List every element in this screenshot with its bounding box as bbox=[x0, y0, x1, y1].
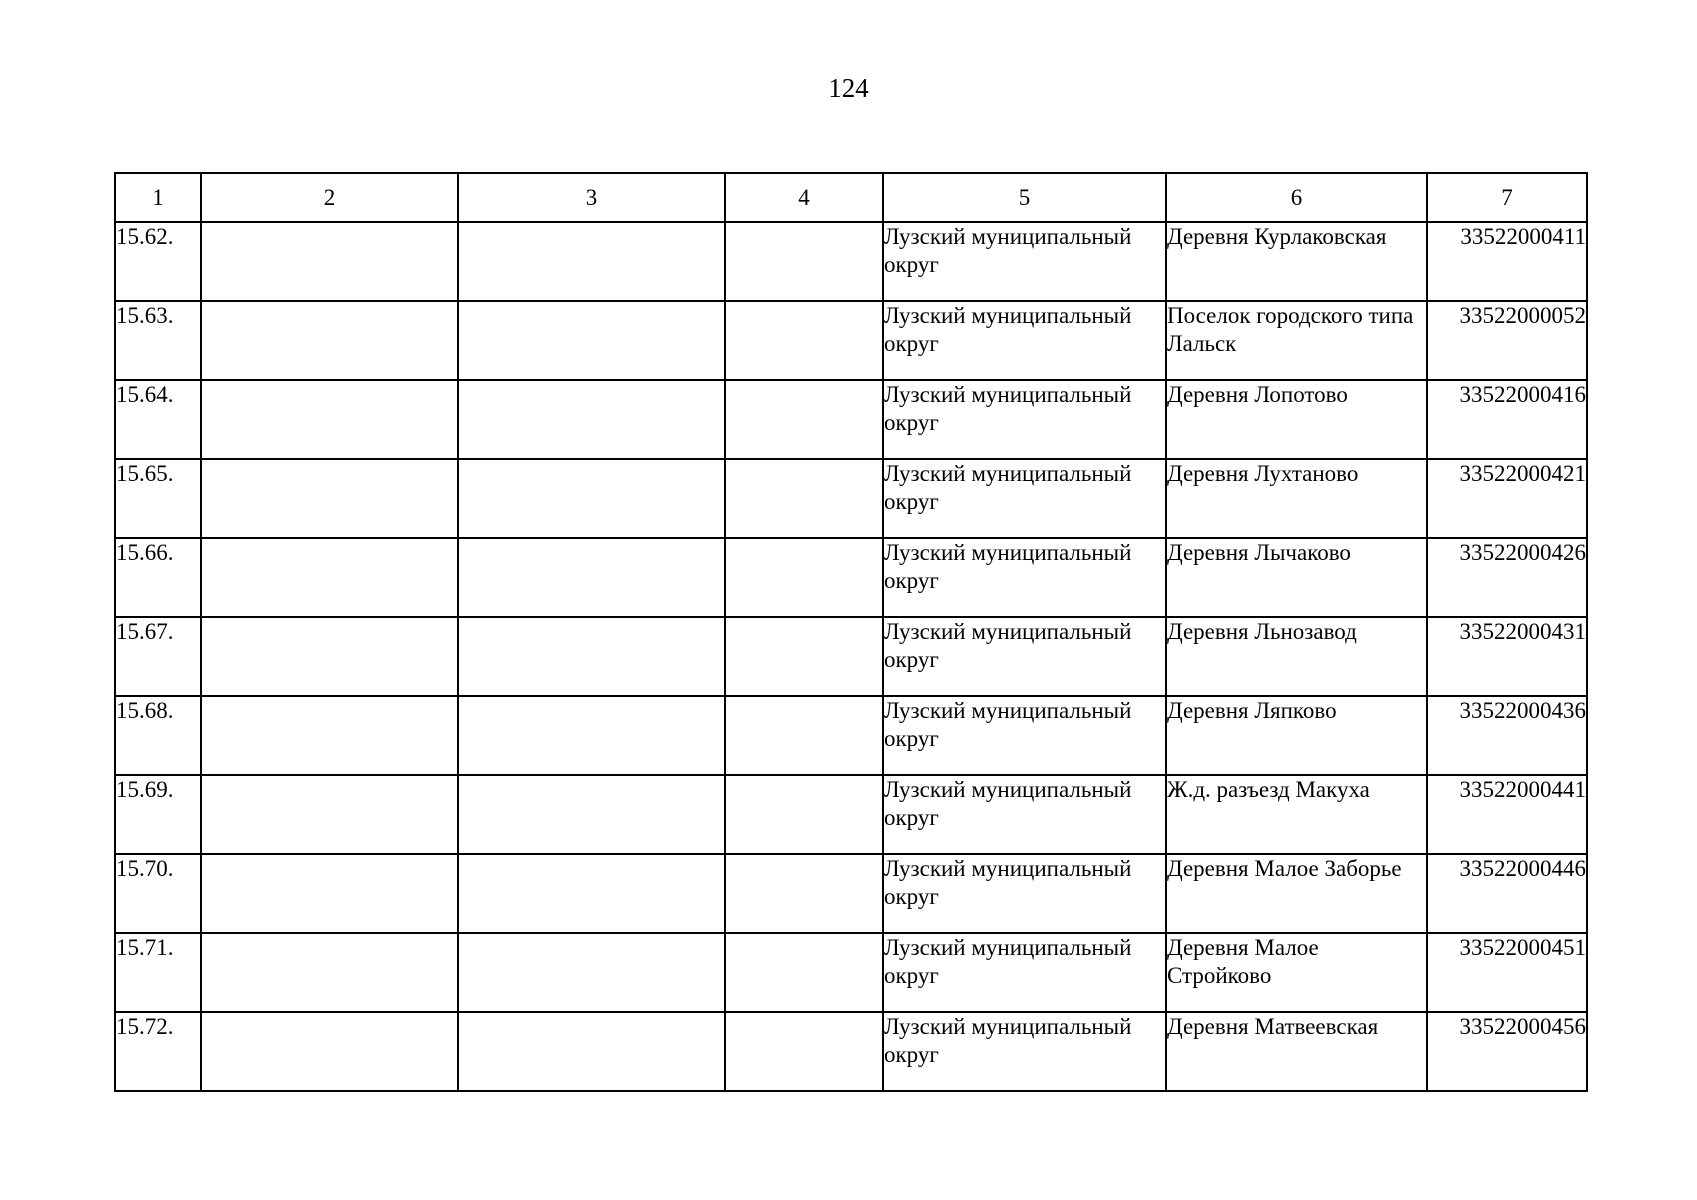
column-header-6: 6 bbox=[1166, 173, 1427, 222]
column-3-cell bbox=[458, 933, 725, 1012]
row-number-cell: 15.68. bbox=[115, 696, 201, 775]
code-cell: 33522000421 bbox=[1427, 459, 1587, 538]
code-cell: 33522000416 bbox=[1427, 380, 1587, 459]
row-number-cell: 15.67. bbox=[115, 617, 201, 696]
row-number-cell: 15.71. bbox=[115, 933, 201, 1012]
district-cell: Лузский муниципальный округ bbox=[883, 1012, 1166, 1091]
code-cell: 33522000451 bbox=[1427, 933, 1587, 1012]
table-row bbox=[115, 222, 1587, 301]
code-cell: 33522000436 bbox=[1427, 696, 1587, 775]
row-number-cell: 15.64. bbox=[115, 380, 201, 459]
settlement-cell: Деревня Лухтаново bbox=[1166, 459, 1427, 538]
row-number-cell: 15.63. bbox=[115, 301, 201, 380]
settlement-cell: Деревня Ляпково bbox=[1166, 696, 1427, 775]
column-2-cell bbox=[201, 1012, 458, 1091]
column-4-cell bbox=[725, 854, 883, 933]
settlement-cell: Ж.д. разъезд Макуха bbox=[1166, 775, 1427, 854]
code-cell: 33522000446 bbox=[1427, 854, 1587, 933]
column-2-cell bbox=[201, 775, 458, 854]
district-cell: Лузский муниципальный округ bbox=[883, 538, 1166, 617]
column-2-cell bbox=[201, 617, 458, 696]
row-number-cell: 15.62. bbox=[115, 222, 201, 301]
settlement-cell: Поселок городского типа Лальск bbox=[1166, 301, 1427, 380]
column-4-cell bbox=[725, 617, 883, 696]
column-4-cell bbox=[725, 933, 883, 1012]
district-cell: Лузский муниципальный округ bbox=[883, 380, 1166, 459]
column-3-cell bbox=[458, 854, 725, 933]
settlement-cell: Деревня Малое Стройково bbox=[1166, 933, 1427, 1012]
code-cell: 33522000426 bbox=[1427, 538, 1587, 617]
table-row bbox=[115, 1012, 1587, 1091]
row-number-cell: 15.70. bbox=[115, 854, 201, 933]
table-row bbox=[115, 380, 1587, 459]
column-header-7: 7 bbox=[1427, 173, 1587, 222]
column-2-cell bbox=[201, 538, 458, 617]
settlement-cell: Деревня Матвеевская bbox=[1166, 1012, 1427, 1091]
column-2-cell bbox=[201, 696, 458, 775]
settlement-cell: Деревня Малое Заборье bbox=[1166, 854, 1427, 933]
header-row bbox=[115, 173, 1587, 222]
table-row bbox=[115, 854, 1587, 933]
table-row bbox=[115, 538, 1587, 617]
column-header-1: 1 bbox=[115, 173, 201, 222]
column-3-cell bbox=[458, 380, 725, 459]
row-number-cell: 15.69. bbox=[115, 775, 201, 854]
column-4-cell bbox=[725, 538, 883, 617]
column-header-5: 5 bbox=[883, 173, 1166, 222]
district-cell: Лузский муниципальный округ bbox=[883, 933, 1166, 1012]
column-2-cell bbox=[201, 301, 458, 380]
code-cell: 33522000441 bbox=[1427, 775, 1587, 854]
column-header-4: 4 bbox=[725, 173, 883, 222]
settlement-cell: Деревня Лопотово bbox=[1166, 380, 1427, 459]
settlement-cell: Деревня Курлаковская bbox=[1166, 222, 1427, 301]
column-4-cell bbox=[725, 459, 883, 538]
district-cell: Лузский муниципальный округ bbox=[883, 696, 1166, 775]
column-4-cell bbox=[725, 696, 883, 775]
column-4-cell bbox=[725, 1012, 883, 1091]
district-cell: Лузский муниципальный округ bbox=[883, 301, 1166, 380]
column-3-cell bbox=[458, 617, 725, 696]
district-cell: Лузский муниципальный округ bbox=[883, 775, 1166, 854]
row-number-cell: 15.65. bbox=[115, 459, 201, 538]
column-3-cell bbox=[458, 222, 725, 301]
column-3-cell bbox=[458, 696, 725, 775]
table-row bbox=[115, 301, 1587, 380]
column-3-cell bbox=[458, 301, 725, 380]
row-number-cell: 15.66. bbox=[115, 538, 201, 617]
column-4-cell bbox=[725, 301, 883, 380]
column-3-cell bbox=[458, 775, 725, 854]
column-2-cell bbox=[201, 854, 458, 933]
table-row bbox=[115, 459, 1587, 538]
column-header-2: 2 bbox=[201, 173, 458, 222]
column-2-cell bbox=[201, 380, 458, 459]
column-header-3: 3 bbox=[458, 173, 725, 222]
settlement-cell: Деревня Льнозавод bbox=[1166, 617, 1427, 696]
district-cell: Лузский муниципальный округ bbox=[883, 854, 1166, 933]
column-4-cell bbox=[725, 380, 883, 459]
column-2-cell bbox=[201, 459, 458, 538]
code-cell: 33522000431 bbox=[1427, 617, 1587, 696]
row-number-cell: 15.72. bbox=[115, 1012, 201, 1091]
column-3-cell bbox=[458, 1012, 725, 1091]
column-3-cell bbox=[458, 538, 725, 617]
page-number: 124 bbox=[828, 73, 869, 103]
column-2-cell bbox=[201, 222, 458, 301]
district-cell: Лузский муниципальный округ bbox=[883, 459, 1166, 538]
code-cell: 33522000411 bbox=[1427, 222, 1587, 301]
district-cell: Лузский муниципальный округ bbox=[883, 617, 1166, 696]
column-3-cell bbox=[458, 459, 725, 538]
registry-table bbox=[114, 172, 1588, 1092]
table-row bbox=[115, 933, 1587, 1012]
column-4-cell bbox=[725, 222, 883, 301]
settlement-cell: Деревня Лычаково bbox=[1166, 538, 1427, 617]
column-2-cell bbox=[201, 933, 458, 1012]
district-cell: Лузский муниципальный округ bbox=[883, 222, 1166, 301]
table-row bbox=[115, 775, 1587, 854]
code-cell: 33522000456 bbox=[1427, 1012, 1587, 1091]
table-row bbox=[115, 617, 1587, 696]
code-cell: 33522000052 bbox=[1427, 301, 1587, 380]
table-row bbox=[115, 696, 1587, 775]
column-4-cell bbox=[725, 775, 883, 854]
